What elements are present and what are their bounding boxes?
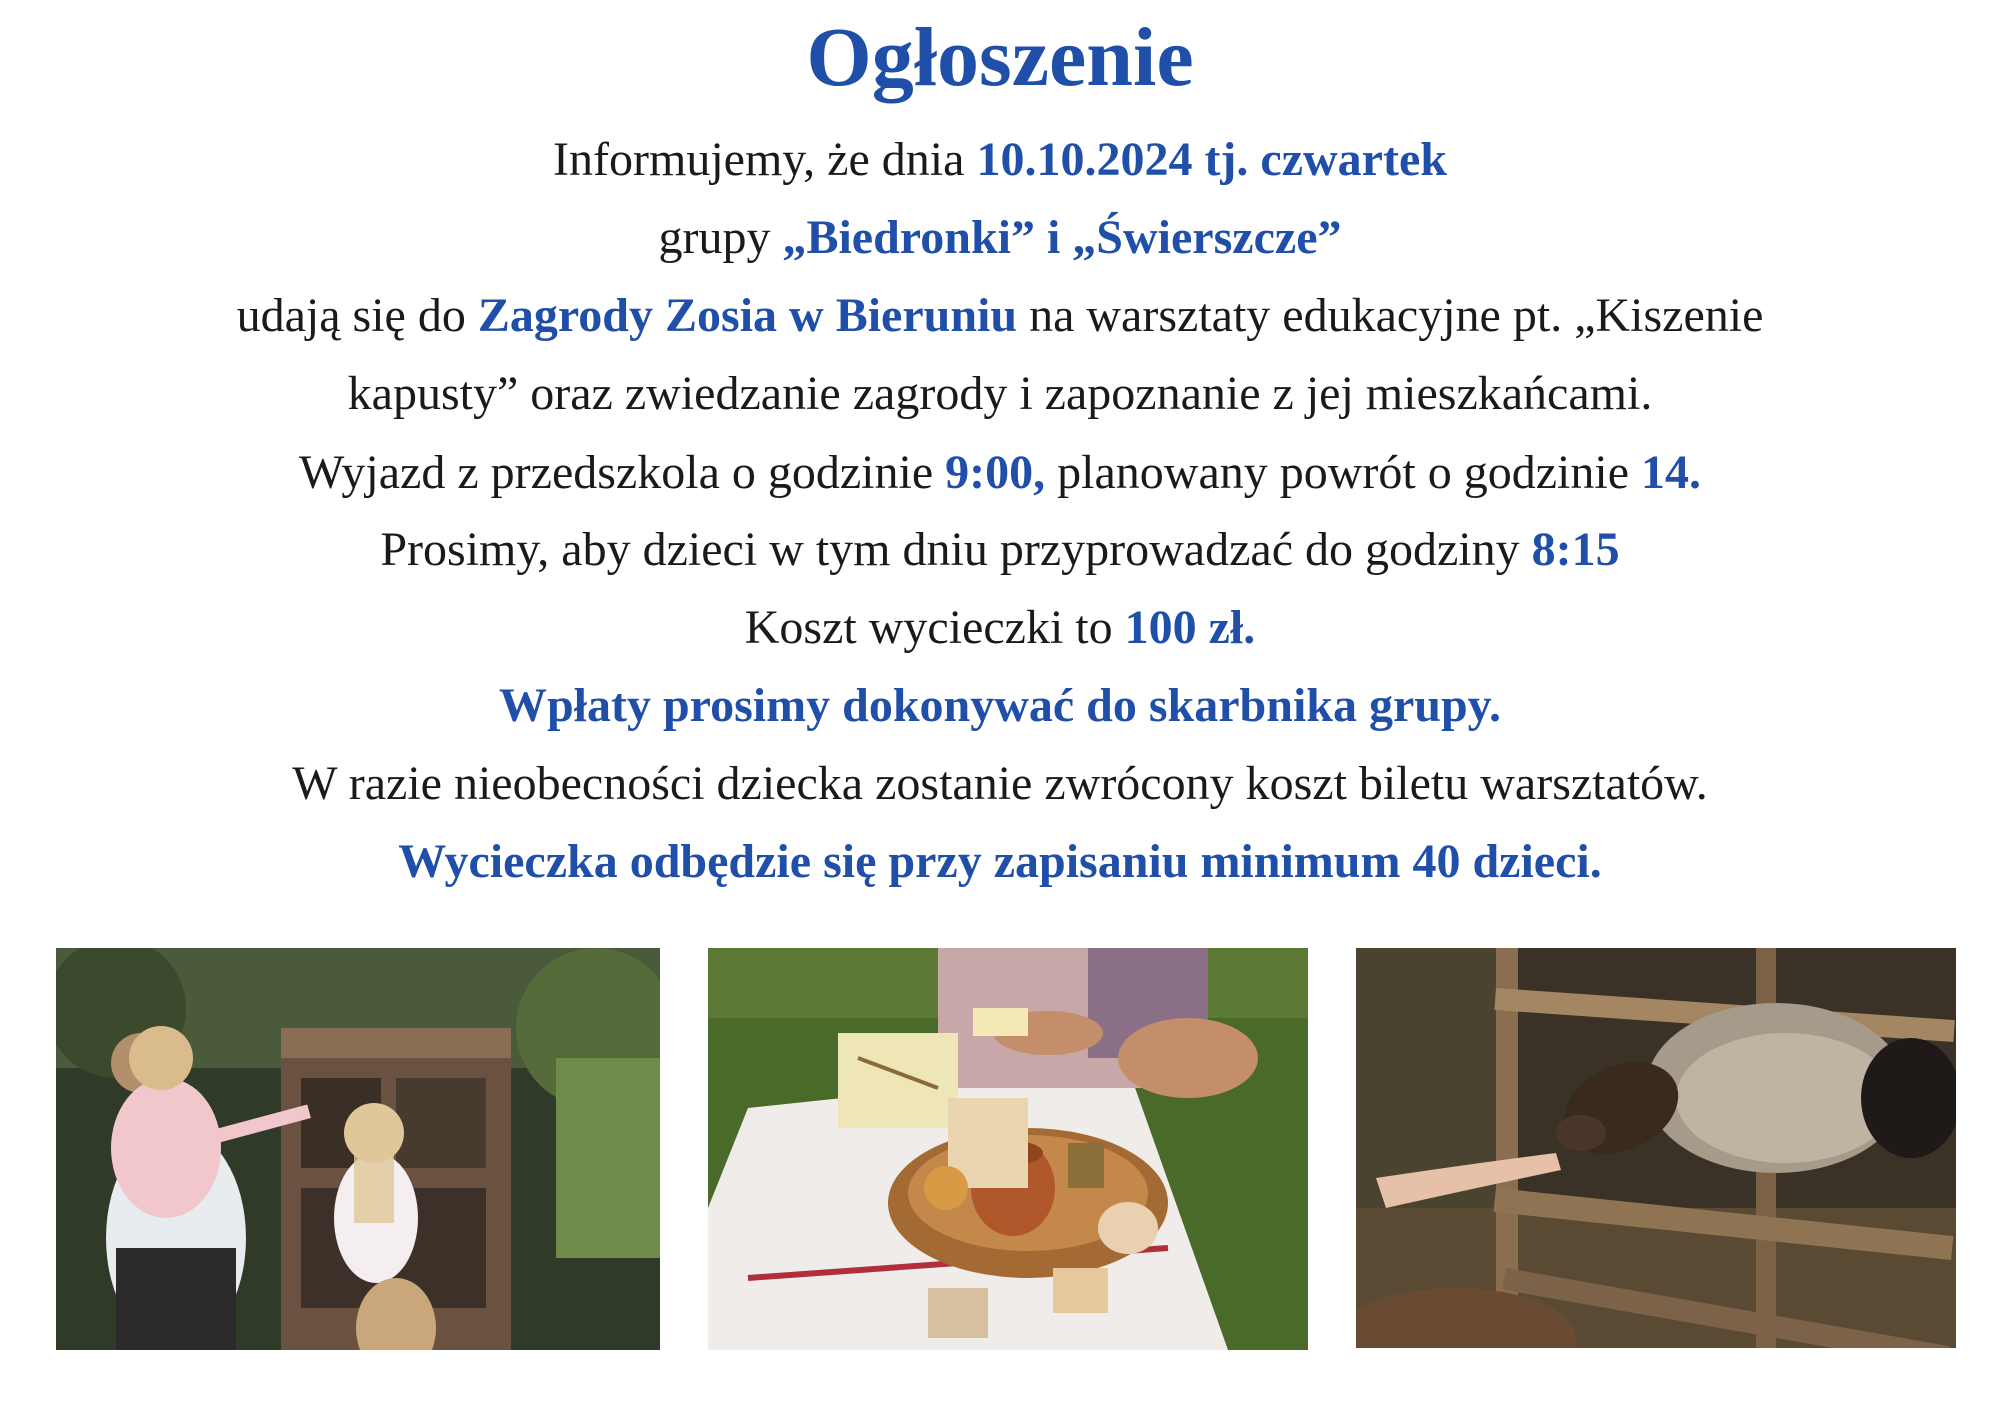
line-text: planowany powrót o godzinie [1045,446,1642,499]
line-text: na warsztaty edukacyjne pt. „Kiszenie [1017,289,1764,342]
destination: Zagrody Zosia w Bieruniu [477,289,1018,342]
announcement-line-cost [0,598,2000,658]
photo-sheep-feeding [1356,948,1956,1348]
announcement-line-dropoff [0,520,2000,580]
announcement-line-times [0,443,2000,503]
photo-picnic-basket-image [708,948,1308,1350]
trip-cost: 100 zł. [1124,601,1256,654]
group-names: „Biedronki” i „Świerszcze” [782,211,1342,264]
announcement-line-groups [0,208,2000,268]
dropoff-time: 8:15 [1531,523,1620,576]
page-title: Ogłoszenie [806,11,1194,104]
event-date: 10.10.2024 tj. czwartek [976,133,1447,186]
line-text: Koszt wycieczki to [744,601,1125,654]
announcement-line-destination [0,286,2000,346]
photo-picnic-basket [708,948,1308,1350]
photo-children-hutch-image [56,948,660,1350]
line-text: Wyjazd z przedszkola o godzinie [298,446,946,499]
announcement-line-activities [0,364,2000,424]
line-text: W razie nieobecności dziecka zostanie zwrócony koszt biletu warsztatów. [292,757,1708,810]
line-text: Prosimy, aby dzieci w tym dniu przyprowadzać do godziny [380,523,1532,576]
minimum-note: Wycieczka odbędzie się przy zapisaniu minimum 40 dzieci. [398,835,1602,888]
announcement-line-date [0,130,2000,190]
line-text: kapusty” oraz zwiedzanie zagrody i zapoznanie z jej mieszkańcami. [347,367,1653,420]
departure-time: 9:00, [945,446,1046,499]
line-text: Informujemy, że dnia [553,133,977,186]
line-text: udają się do [236,289,478,342]
return-time: 14. [1641,446,1702,499]
line-text: grupy [658,211,783,264]
announcement-line-payment [0,676,2000,736]
photo-children-hutch [56,948,660,1350]
payment-note: Wpłaty prosimy dokonywać do skarbnika grupy. [498,679,1502,732]
announcement-line-refund [0,754,2000,814]
photo-sheep-feeding-image [1356,948,1956,1348]
announcement-line-minimum [0,832,2000,892]
